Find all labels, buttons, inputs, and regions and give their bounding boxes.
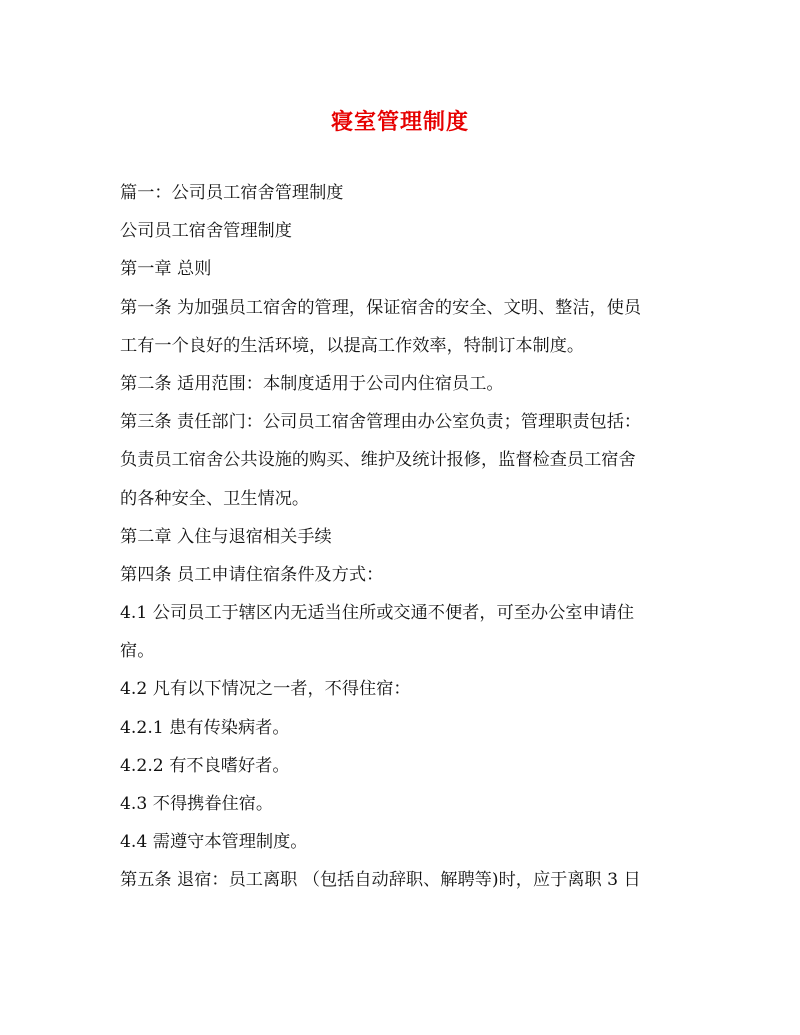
text-line: 第四条 员工申请住宿条件及方式：: [120, 564, 384, 585]
text-line: 4.1 公司员工于辖区内无适当住所或交通不便者，可至办公室申请住: [120, 603, 635, 624]
text-line: 第二条 适用范围：本制度适用于公司内住宿员工。: [120, 373, 504, 394]
document-title: 寝室管理制度: [330, 109, 469, 135]
text-line: 第五条 退宿：员工离职 （包括自动辞职、解聘等)时，应于离职 3 日: [120, 870, 641, 891]
text-line: 4.2 凡有以下情况之一者，不得住宿：: [120, 679, 411, 700]
text-line: 4.2.1 患有传染病者。: [120, 717, 290, 738]
text-line: 公司员工宿舍管理制度: [120, 221, 292, 242]
text-line: 第三条 责任部门：公司员工宿舍管理由办公室负责；管理职责包括：: [120, 412, 642, 433]
text-line: 4.4 需遵守本管理制度。: [120, 832, 308, 853]
document-body: [120, 174, 682, 900]
text-line: 4.2.2 有不良嗜好者。: [120, 755, 290, 776]
text-line: 篇一：公司员工宿舍管理制度: [120, 183, 344, 203]
text-line: 第二章 入住与退宿相关手续: [120, 526, 332, 547]
text-line: 第一条 为加强员工宿舍的管理，保证宿舍的安全、文明、整洁，使员: [120, 297, 642, 318]
text-line: 4.3 不得携眷住宿。: [120, 794, 274, 814]
text-line: 宿。: [120, 641, 155, 662]
text-line: 工有一个良好的生活环境，以提高工作效率，特制订本制度。: [120, 335, 585, 356]
text-line: 第一章 总则: [120, 259, 212, 280]
text-line: 的各种安全、卫生情况。: [120, 488, 310, 509]
text-line: 负责员工宿舍公共设施的购买、维护及统计报修，监督检查员工宿舍: [120, 450, 636, 471]
